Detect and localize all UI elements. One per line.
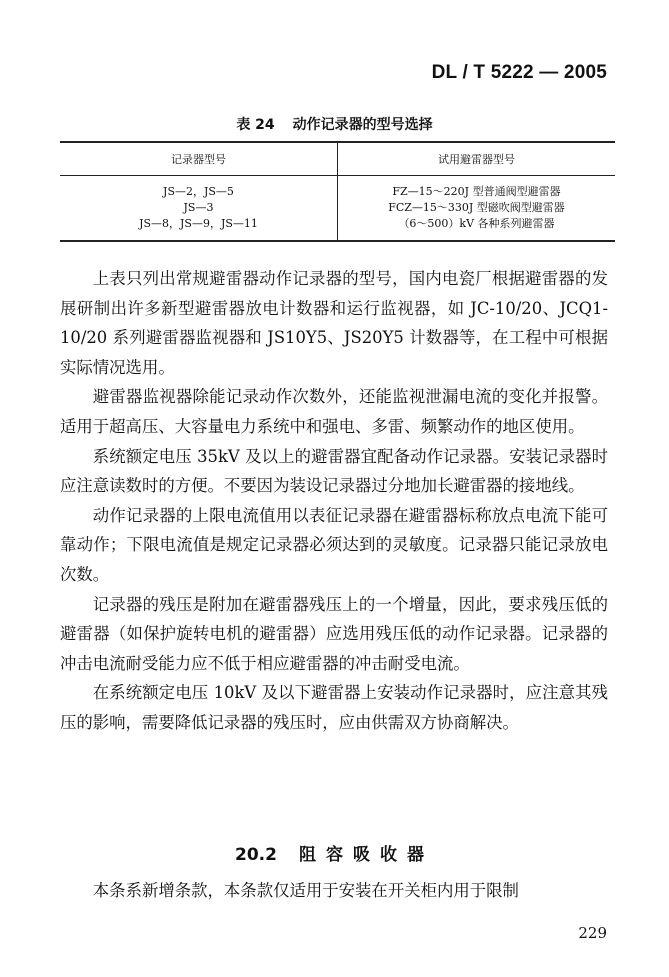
paragraph: 本条系新增条款，本条款仅适用于安装在开关柜内用于限制 [92, 881, 519, 900]
paragraph: 记录器的残压是附加在避雷器残压上的一个增量，因此，要求残压低的避雷器（如保护旋转电机的避雷器）应选用残压低的动作记录器。记录器的冲击电流耐受能力应不低于相应避雷器的冲击耐受电流。 [60, 594, 608, 673]
paragraph: 上表只列出常规避雷器动作记录器的型号，国内电瓷厂根据避雷器的发展研制出许多新型避雷器放电计数器和运行监视器，如 JC-10/20、JCQ1-10/20 系列避雷器监视器和 JS10Y5、JS20Y5 计数器等，在工程中可根据实际情况选用。 [60, 269, 608, 377]
document-code: DL / T 5222 — 2005 [431, 62, 607, 83]
arrester-model: FCZ—15～330J 型磁吹阀型避雷器 [388, 201, 565, 214]
column-header-arrester: 试用避雷器型号 [338, 142, 616, 176]
arrester-model: （6～500）kV 各种系列避雷器 [398, 217, 555, 230]
recorder-models-cell [60, 176, 338, 242]
table-header-row [60, 142, 615, 176]
paragraph: 系统额定电压 35kV 及以上的避雷器宜配备动作记录器。安装记录器时应注意读数时的方便。不要因为装设记录器过分地加长避雷器的接地线。 [60, 446, 608, 496]
paragraph: 动作记录器的上限电流值用以表征记录器在避雷器标称放点电流下能可靠动作；下限电流值是规定记录器必须达到的灵敏度。记录器只能记录放电次数。 [60, 505, 608, 584]
arrester-models-cell [338, 176, 616, 242]
paragraph: 避雷器监视器除能记录动作次数外，还能监视泄漏电流的变化并报警。适用于超高压、大容量电力系统中和强电、多雷、频繁动作的地区使用。 [60, 387, 608, 436]
table-caption [0, 114, 669, 134]
section-number: 20.2 [235, 845, 277, 865]
page-number: 229 [578, 924, 607, 942]
recorder-model: JS—3 [183, 201, 214, 214]
table-title: 动作记录器的型号选择 [292, 117, 433, 133]
section-heading [0, 840, 669, 865]
section-title: 阻容吸收器 [298, 845, 434, 865]
table-number: 表 24 [236, 117, 275, 133]
recorder-model: JS—8，JS—9，JS—11 [139, 217, 258, 230]
arrester-model: FZ—15～220J 型普通阀型避雷器 [392, 185, 561, 198]
section-intro [60, 876, 608, 906]
paragraph: 在系统额定电压 10kV 及以下避雷器上安装动作记录器时，应注意其残压的影响，需要降低记录器的残压时，应由供需双方协商解决。 [60, 683, 608, 732]
column-header-recorder: 记录器型号 [171, 153, 226, 166]
body-text [60, 264, 608, 738]
table-row [60, 176, 615, 242]
recorder-model: JS—2，JS—5 [163, 185, 234, 198]
recorder-selection-table [60, 141, 615, 242]
